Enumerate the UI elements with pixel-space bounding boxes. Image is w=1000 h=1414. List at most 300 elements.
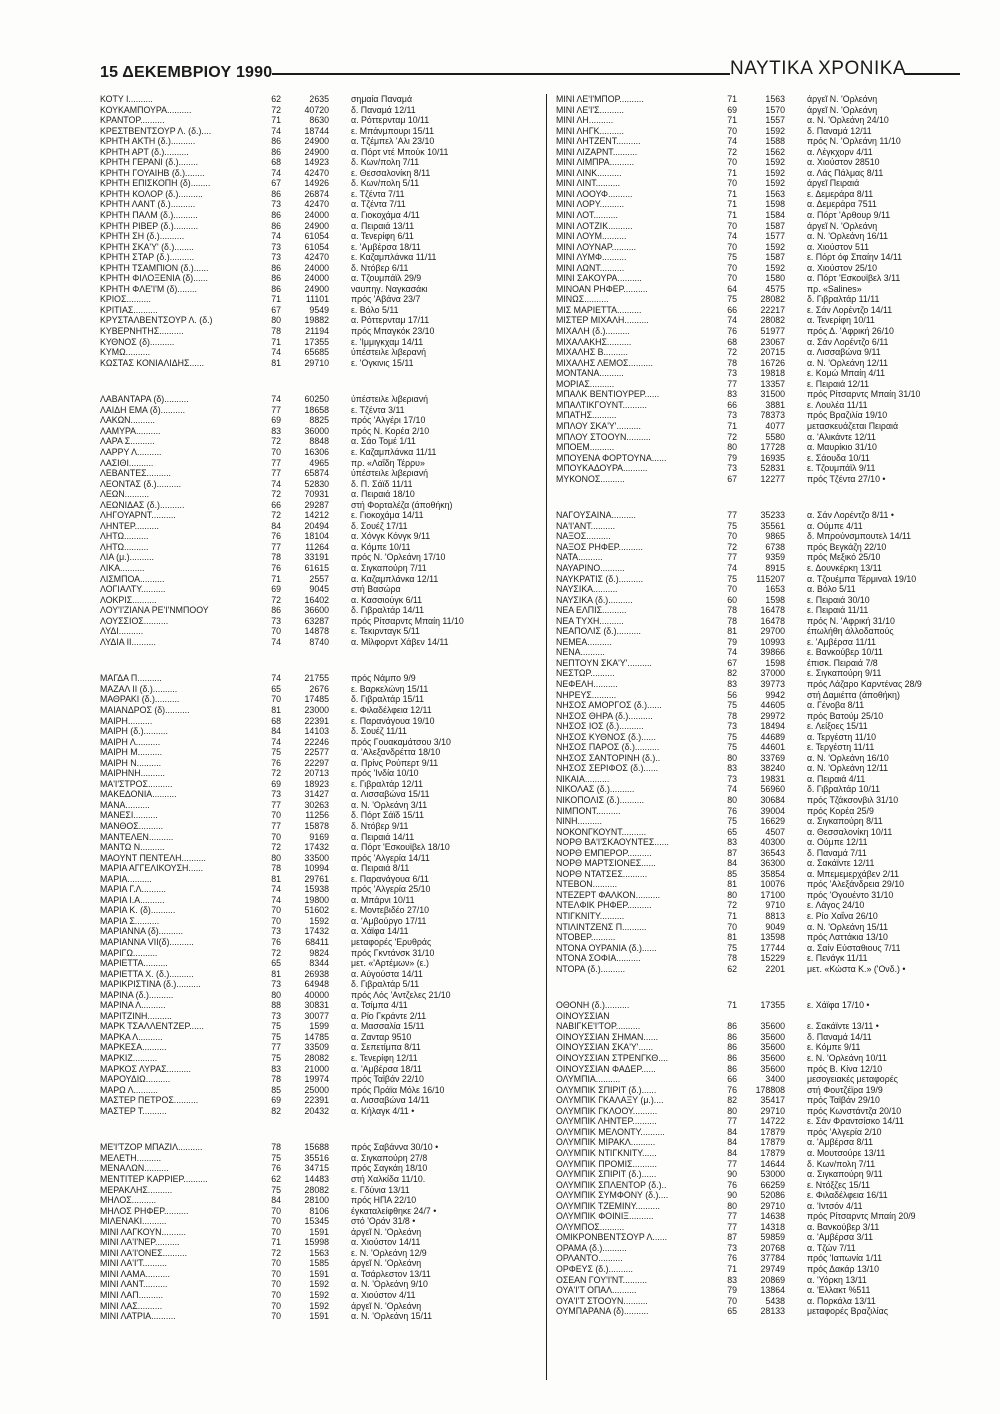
ship-name: ΝΤΕΛΦΙΚ ΡΗΦΕΡ.......... [556, 900, 652, 911]
tonnage: 15688 [304, 1142, 329, 1153]
build-year: 69 [727, 104, 737, 115]
build-year: 72 [271, 436, 281, 447]
ship-name: ΛΕΩΝΙΔΑΣ (δ.).......... [100, 499, 185, 510]
build-year: 86 [271, 262, 281, 273]
tonnage: 1563 [309, 1247, 329, 1258]
ship-name: ΚΡΗΤΗ ΚΟΛΟΡ (δ.).......... [100, 188, 203, 199]
ship-group [556, 1000, 977, 1316]
ship-status: ε. Σάν Φραντσίσκο 14/11 [807, 1116, 904, 1127]
ship-row [556, 900, 977, 911]
ship-row [100, 168, 521, 179]
build-year: 71 [271, 115, 281, 126]
build-year: 72 [727, 146, 737, 157]
build-year: 70 [271, 1226, 281, 1237]
tonnage: 15938 [304, 884, 329, 895]
build-year: 81 [271, 873, 281, 884]
tonnage: 19831 [760, 773, 785, 784]
ship-status: πρός Πράϊα Μόλε 16/10 [351, 1084, 445, 1095]
ship-status: πρός Ρίτσαρντς Μπαίη 31/10 [807, 389, 921, 400]
ship-status: πρός 'Αβάνα 23/7 [351, 294, 421, 305]
ship-name: ΜΑΝΑ.......... [100, 799, 150, 810]
ship-status: δ. Σουέζ 11/11 [351, 726, 407, 737]
ship-status: α. Βανκούβερ 3/11 [807, 1221, 880, 1232]
ship-status: άργεῖ Ν. 'Ορλεάνη [807, 220, 878, 231]
ship-row [556, 463, 977, 474]
ship-status: πρός 'Αλεξάνδρεια 29/10 [807, 879, 905, 890]
ship-name: ΟΛΥΜΠΙΚ ΜΙΡΑΚΛ.......... [556, 1137, 656, 1148]
build-year: 74 [727, 315, 737, 326]
ship-row [100, 937, 521, 948]
ship-status: πρός Βεγκάζη 22/10 [807, 541, 887, 552]
build-year: 56 [727, 689, 737, 700]
ship-name: ΟΣΕΑΝ ΓΟΥ'Ι'ΝΤ.......... [556, 1274, 648, 1285]
tonnage: 52086 [760, 1190, 785, 1201]
tonnage: 56960 [760, 784, 785, 795]
tonnage: 8106 [309, 1205, 329, 1216]
ship-name: ΜΠΑΤΗΣ.......... [556, 410, 617, 421]
ship-status: πρός Ρίτσαρντς Μπαίη 11/10 [351, 615, 464, 626]
tonnage: 19882 [304, 315, 329, 326]
ship-row [556, 263, 977, 274]
tonnage: 29710 [760, 1200, 785, 1211]
ship-name: ΜΙΝΙ ΛΗΤΖΕΝΤ.......... [556, 136, 641, 147]
build-year: 65 [271, 683, 281, 694]
ship-name: ΛΟΥΣΣΙΟΣ.......... [100, 615, 169, 626]
ship-status: δ. Κων/πολη 7/11 [807, 1158, 876, 1169]
ship-row [100, 1163, 521, 1174]
ship-row [100, 126, 521, 137]
ship-name: ΜΙΝΙ ΛΟΤ.......... [556, 210, 618, 221]
ship-name: ΚΡΗΤΗ ΓΕΡΑΝΙ (δ.)........ [100, 157, 199, 168]
build-year: 81 [271, 357, 281, 368]
build-year: 75 [271, 1053, 281, 1064]
ship-status: α. 'Αμβέρσα 3/11 [807, 1232, 874, 1243]
build-year: 86 [271, 210, 281, 221]
ship-status: δ. Μπρούνσμπουτελ 14/11 [807, 531, 912, 542]
ship-status: πρός Ν. 'Αφρική 31/10 [807, 615, 895, 626]
tonnage: 1557 [765, 115, 785, 126]
build-year: 70 [727, 273, 737, 284]
ship-name: ΟΙΝΟΥΣΣΙΑΝ [556, 1010, 610, 1021]
build-year: 74 [271, 394, 281, 405]
ship-row [100, 358, 521, 369]
ship-row [100, 252, 521, 263]
ship-status: άργεῖ Ν. 'Ορλεάνη [351, 1300, 422, 1311]
tonnage: 9710 [765, 900, 785, 911]
ship-row [100, 315, 521, 326]
tonnage: 1587 [765, 220, 785, 231]
ship-name: ΝΤΟΡΑ (δ.).......... [556, 963, 626, 974]
ship-name: ΟΡΦΕΥΣ (δ.).......... [556, 1263, 633, 1274]
ship-status: α. Μουτσούρε 13/11 [807, 1147, 886, 1158]
ship-name: ΜΙΝΙ ΛΑΓΚΟΥΝ.......... [100, 1226, 186, 1237]
ship-status: σημαία Παναμά [351, 94, 413, 104]
ship-status: α. Ν. 'Ορλεάνη 15/11 [807, 921, 889, 932]
build-year: 70 [727, 921, 737, 932]
ship-status: μετ. «Κώστα Κ.» ('Ονδ.) • [807, 963, 906, 974]
ship-row [100, 563, 521, 574]
ship-name: ΜΕΡΑΚΛΗΣ.......... [100, 1184, 173, 1195]
ship-status: α. Ρίο Γκράντε 2/11 [351, 1010, 427, 1021]
ship-status: ε. 'Ογκινις 15/11 [351, 357, 414, 368]
ship-row [556, 690, 977, 701]
ship-status: α. Τζών 7/11 [807, 1242, 856, 1253]
ship-name: ΚΡΗΤΗ ΑΡΤ (δ.).......... [100, 146, 189, 157]
ship-row [556, 326, 977, 337]
ship-name: ΟΛΥΜΠΙΚ ΣΠΙΡΙΤ (δ.)...... [556, 1169, 657, 1180]
build-year: 77 [271, 541, 281, 552]
build-year: 74 [727, 231, 737, 242]
ship-row [556, 943, 977, 954]
build-year: 80 [271, 989, 281, 1000]
ship-status: α. 'Αλεξανδρέττα 18/10 [351, 747, 441, 758]
ship-row [556, 1285, 977, 1296]
ship-status: α. Ρόττερνταμ 17/11 [351, 315, 430, 326]
build-year: 71 [727, 911, 737, 922]
ship-row [100, 415, 521, 426]
ship-name: ΛΙΣΜΠΟΑ.......... [100, 573, 165, 584]
ship-status: άργεῖ Ν. 'Ορλεάνη [351, 1258, 422, 1269]
ship-status: α. 'Αλικάντε 12/11 [807, 431, 876, 442]
ship-name: ΜΙΝΩΣ.......... [556, 294, 609, 305]
tonnage: 16306 [304, 446, 329, 457]
tonnage: 20715 [760, 347, 785, 358]
ship-name: ΜΠΟΕΜ.......... [556, 442, 615, 453]
ship-name: ΚΥΘΝΟΣ (δ).......... [100, 336, 175, 347]
ship-name: ΜΕ'Ι'ΤΖΟΡ ΜΠΑΖΙΛ.......... [100, 1142, 203, 1153]
ship-status: πρός Κωνστάντζα 20/10 [807, 1105, 902, 1116]
ship-status: έπισκ. Πειραιά 7/8 [807, 657, 878, 668]
build-year: 90 [727, 1169, 737, 1180]
ship-name: ΜΙΝΙ ΛΑ'Ι'ΝΕΡ.......... [100, 1237, 180, 1248]
ship-row [556, 869, 977, 880]
tonnage: 1584 [765, 210, 785, 221]
tonnage: 29700 [760, 626, 785, 637]
ship-name: ΝΙΚΟΛΑΣ (δ.).......... [556, 784, 635, 795]
ship-row [100, 284, 521, 295]
ship-row [100, 1053, 521, 1064]
build-year: 76 [271, 937, 281, 948]
build-year: 74 [271, 673, 281, 684]
ship-status: άργεῖ Ν. 'Ορλεάνη [807, 104, 878, 115]
build-year: 87 [727, 1232, 737, 1243]
ship-status: πρός 'Ογουέντο 31/10 [807, 889, 894, 900]
ship-row [100, 990, 521, 1001]
ship-status: πρός Ν. 'Ορλεάνη 17/10 [351, 552, 446, 563]
ship-status: πρός Ταϊβάν 29/10 [807, 1095, 880, 1106]
ship-name: ΛΟΚΡΙΣ.......... [100, 594, 157, 605]
ship-row [556, 168, 977, 179]
build-year: 75 [727, 520, 737, 531]
build-year: 75 [271, 747, 281, 758]
ship-name: ΜΙΝΙ ΛΙΖΑΡΝΤ.......... [556, 146, 638, 157]
ship-row [100, 1174, 521, 1185]
ship-row [100, 447, 521, 458]
ship-row [100, 347, 521, 358]
build-year: 84 [271, 520, 281, 531]
ship-row [100, 199, 521, 210]
ship-status: ε. Κομώ Μπαίη 4/11 [807, 368, 885, 379]
build-year: 78 [727, 605, 737, 616]
tonnage: 65874 [304, 468, 329, 479]
ship-row [100, 521, 521, 532]
ship-name: ΜΙΝΙ ΛΥΜΦ.......... [556, 252, 627, 263]
ship-name: ΛΗΓΟΥΑΡΝΤ.......... [100, 510, 176, 521]
ship-status: ε. 'Ιμμιγκχαμ 14/11 [351, 336, 424, 347]
ship-name: ΝΑΥΑΡΙΝΟ.......... [556, 562, 625, 573]
tonnage: 28082 [760, 294, 785, 305]
tonnage: 1599 [309, 1021, 329, 1032]
build-year: 68 [271, 715, 281, 726]
ship-row [100, 637, 521, 648]
tonnage: 1562 [765, 146, 785, 157]
issue-date: 15 ΔΕΚΕΜΒΡΙΟΥ 1990 [100, 64, 273, 81]
ship-status: ε. Γιοκοχάμα 14/11 [351, 510, 424, 521]
ship-row [100, 305, 521, 316]
build-year: 88 [271, 1000, 281, 1011]
ship-status: έπωλήθη άλλοδαπούς [807, 626, 894, 637]
ship-row [556, 94, 977, 105]
ship-row [100, 1032, 521, 1043]
tonnage: 52831 [760, 463, 785, 474]
ship-row [100, 436, 521, 447]
ship-name: ΚΡΗΤΗ ΦΛΕ'Ι'Μ (δ)........ [100, 283, 197, 294]
ship-row [556, 668, 977, 679]
tonnage: 20494 [304, 520, 329, 531]
ship-status: δ. Γιβραλτάρ 15/11 [351, 694, 424, 705]
tonnage: 16402 [304, 594, 329, 605]
build-year: 65 [271, 958, 281, 969]
ship-name: ΟΛΥΜΠΙΚ ΓΚΑΛΑΞΥ (μ.).... [556, 1095, 664, 1106]
ship-name: ΝΗΣΟΣ ΑΜΟΡΓΟΣ (δ.)...... [556, 700, 662, 711]
ship-status: πρός Β. Κίνα 12/10 [807, 1063, 883, 1074]
build-year: 87 [727, 847, 737, 858]
ship-row [556, 1042, 977, 1053]
ship-status: α. Σάν Λορέντζο 8/11 • [807, 510, 894, 521]
build-year: 86 [727, 1053, 737, 1064]
tonnage: 17432 [304, 926, 329, 937]
ship-status: α. Τζέντα 7/11 [351, 199, 406, 210]
ship-row [556, 521, 977, 532]
ship-row [100, 263, 521, 274]
ship-status: δ. Παναμά 14/11 [807, 1031, 872, 1042]
build-year: 77 [727, 1116, 737, 1127]
ship-status: ε. 'Αμβέρσα 18/11 [351, 241, 421, 252]
ship-name: ΚΡΗΤΗ ΣΚΑ'Υ' (δ.)........ [100, 241, 194, 252]
build-year: 70 [727, 125, 737, 136]
tonnage: 29749 [760, 1263, 785, 1274]
ship-name: ΜΙΝΙ ΛΙΜΠΡΑ.......... [556, 157, 635, 168]
build-year: 66 [727, 1074, 737, 1085]
tonnage: 30077 [304, 1010, 329, 1021]
ship-row [100, 405, 521, 416]
build-year: 66 [271, 499, 281, 510]
tonnage: 40720 [304, 104, 329, 115]
build-year: 77 [271, 404, 281, 415]
ship-status: πρός Ν. Κορέα 2/10 [351, 425, 430, 436]
ship-row [100, 1258, 521, 1269]
build-year: 71 [271, 1237, 281, 1248]
tonnage: 66259 [760, 1179, 785, 1190]
ship-status: πρός Δ. 'Αφρική 26/10 [807, 326, 894, 337]
ship-row [100, 1185, 521, 1196]
ship-status: α. Σιγκαπούρη 9/11 [807, 1169, 883, 1180]
ship-status: πρός Νάμπο 9/9 [351, 673, 416, 684]
ship-row [100, 531, 521, 542]
tonnage: 20713 [304, 768, 329, 779]
tonnage: 4507 [765, 826, 785, 837]
tonnage: 35600 [760, 1031, 785, 1042]
ship-row [556, 1137, 977, 1148]
build-year: 74 [271, 125, 281, 136]
tonnage: 178808 [755, 1084, 785, 1095]
ship-group [100, 94, 521, 368]
ship-status: α. Χιούστον 4/11 [351, 1289, 416, 1300]
ship-row [556, 358, 977, 369]
build-year: 77 [727, 378, 737, 389]
ship-status: δ. Γιβραλτάρ 14/11 [351, 605, 424, 616]
tonnage: 1587 [765, 252, 785, 263]
ship-status: α. Αύγούστα 14/11 [351, 968, 423, 979]
ship-row [556, 922, 977, 933]
ship-status: α. Μπεμεμερχάβεν 2/11 [807, 868, 900, 879]
build-year: 75 [727, 700, 737, 711]
ship-name: ΝΤΙΓΚΝΙΤΥ.......... [556, 911, 625, 922]
ship-row [556, 1148, 977, 1159]
build-year: 76 [727, 1179, 737, 1190]
ship-row [100, 510, 521, 521]
ship-row [100, 1237, 521, 1248]
ship-name: ΟΙΝΟΥΣΣΙΑΝ ΣΤΡΕΝΓΚΘ.... [556, 1053, 669, 1064]
tonnage: 30684 [760, 795, 785, 805]
build-year: 81 [727, 932, 737, 943]
ship-row [556, 199, 977, 210]
ship-row [100, 468, 521, 479]
ship-status: α. 'Υόρκη 13/11 [807, 1274, 867, 1285]
ship-row [100, 916, 521, 927]
ship-row [100, 210, 521, 221]
ship-status: ε. Τζέντα 7/11 [351, 188, 405, 199]
tonnage: 36600 [304, 605, 329, 616]
ship-status: ε. Βαρκελώνη 15/11 [351, 683, 429, 694]
tonnage: 14103 [304, 726, 329, 737]
ship-row [556, 231, 977, 242]
ship-row [556, 1232, 977, 1243]
build-year: 71 [727, 210, 737, 221]
tonnage: 3400 [765, 1074, 785, 1085]
ship-row [556, 1201, 977, 1212]
ship-row [556, 115, 977, 126]
build-year: 70 [727, 584, 737, 595]
tonnage: 13864 [760, 1285, 785, 1296]
build-year: 80 [727, 1200, 737, 1211]
ship-status: α. Τσίμπα 4/11 [351, 1000, 408, 1011]
build-year: 83 [271, 425, 281, 436]
ship-name: ΝΤΕΖΕΡΤ ΦΑΛΚΟΝ.......... [556, 889, 661, 900]
build-year: 77 [727, 1221, 737, 1232]
ship-status: α. Λέγκχορν 4/11 [807, 146, 873, 157]
ship-status: στή Φουτζέϊρα 19/9 [807, 1084, 883, 1095]
ship-row [100, 926, 521, 937]
tonnage: 35600 [760, 1053, 785, 1064]
build-year: 78 [727, 357, 737, 368]
tonnage: 22577 [304, 747, 329, 758]
ship-row [556, 1064, 977, 1075]
build-year: 67 [271, 304, 281, 315]
ship-row [100, 273, 521, 284]
ship-row [556, 157, 977, 168]
build-year: 86 [271, 136, 281, 147]
build-year: 72 [727, 541, 737, 552]
ship-name: ΝΗΣΟΣ ΠΑΡΟΣ (δ.).......... [556, 742, 660, 753]
ship-name: ΜΑΝΕΣΙ.......... [100, 810, 158, 821]
build-year: 83 [727, 389, 737, 400]
ship-status: α. Γένοβα 8/11 [807, 700, 865, 711]
ship-name: ΟΛΥΜΠΙΚ ΠΡΟΜΙΣ.......... [556, 1158, 657, 1169]
build-year: 62 [271, 1173, 281, 1184]
ship-name: ΜΠΟΥΚΑΔΟΥΡΑ.......... [556, 463, 648, 474]
build-year: 71 [727, 115, 737, 126]
ship-row [556, 1000, 977, 1011]
tonnage: 1598 [765, 657, 785, 668]
build-year: 86 [271, 188, 281, 199]
ship-row [100, 979, 521, 990]
ship-name: ΝΑΓΟΥΣΑΙΝΑ.......... [556, 510, 636, 521]
build-year: 72 [271, 947, 281, 958]
tonnage: 14785 [304, 1031, 329, 1042]
ship-row [556, 273, 977, 284]
ship-name: ΜΙΝΙ ΛΑΝΤ.......... [100, 1279, 168, 1290]
ship-status: πρός 'Αλγερία 2/10 [807, 1126, 882, 1137]
build-year: 73 [727, 721, 737, 732]
tonnage: 17355 [760, 1000, 785, 1011]
ship-row [556, 1190, 977, 1201]
ship-name: ΛΗΤΩ.......... [100, 541, 149, 552]
ship-row [556, 453, 977, 464]
ship-name: ΜΑΡΩ Λ.......... [100, 1084, 158, 1095]
ship-name: ΜΙΝΙ ΛΟΤΖΙΚ.......... [556, 220, 633, 231]
tonnage: 17879 [760, 1147, 785, 1158]
build-year: 71 [271, 294, 281, 305]
build-year: 83 [271, 1063, 281, 1074]
tonnage: 29972 [760, 710, 785, 721]
tonnage: 36300 [760, 858, 785, 869]
build-year: 86 [271, 146, 281, 157]
tonnage: 1653 [765, 584, 785, 595]
ship-name: ΜΠΑΛΚ ΒΕΝΤΙΟΥΡΕΡ...... [556, 389, 660, 400]
build-year: 86 [727, 1063, 737, 1074]
tonnage: 20768 [760, 1242, 785, 1253]
ship-row [100, 542, 521, 553]
tonnage: 8825 [309, 415, 329, 426]
ship-group [100, 673, 521, 1116]
build-year: 86 [271, 605, 281, 616]
tonnage: 8915 [765, 562, 785, 573]
tonnage: 24000 [304, 210, 329, 221]
left-ship-column [100, 94, 521, 1348]
ship-name: ΜΙΧΑΛΑΚΗΣ.......... [556, 336, 632, 347]
ship-status: α. Πορκάλα 13/11 [807, 1295, 876, 1306]
ship-name: ΜΑΡΙΑ Σ.......... [100, 915, 160, 926]
tonnage: 1598 [765, 199, 785, 210]
tonnage: 70931 [304, 489, 329, 500]
tonnage: 9824 [309, 947, 329, 958]
ship-row [556, 563, 977, 574]
ship-status: ε. Τεκιρνταγκ 5/11 [351, 626, 420, 637]
ship-name: ΚΡΗΤΗ ΣΗ (δ.).......... [100, 231, 185, 242]
ship-status: α. Ν. 'Ορλεάνη 15/11 [351, 1311, 433, 1322]
tonnage: 14644 [760, 1158, 785, 1169]
